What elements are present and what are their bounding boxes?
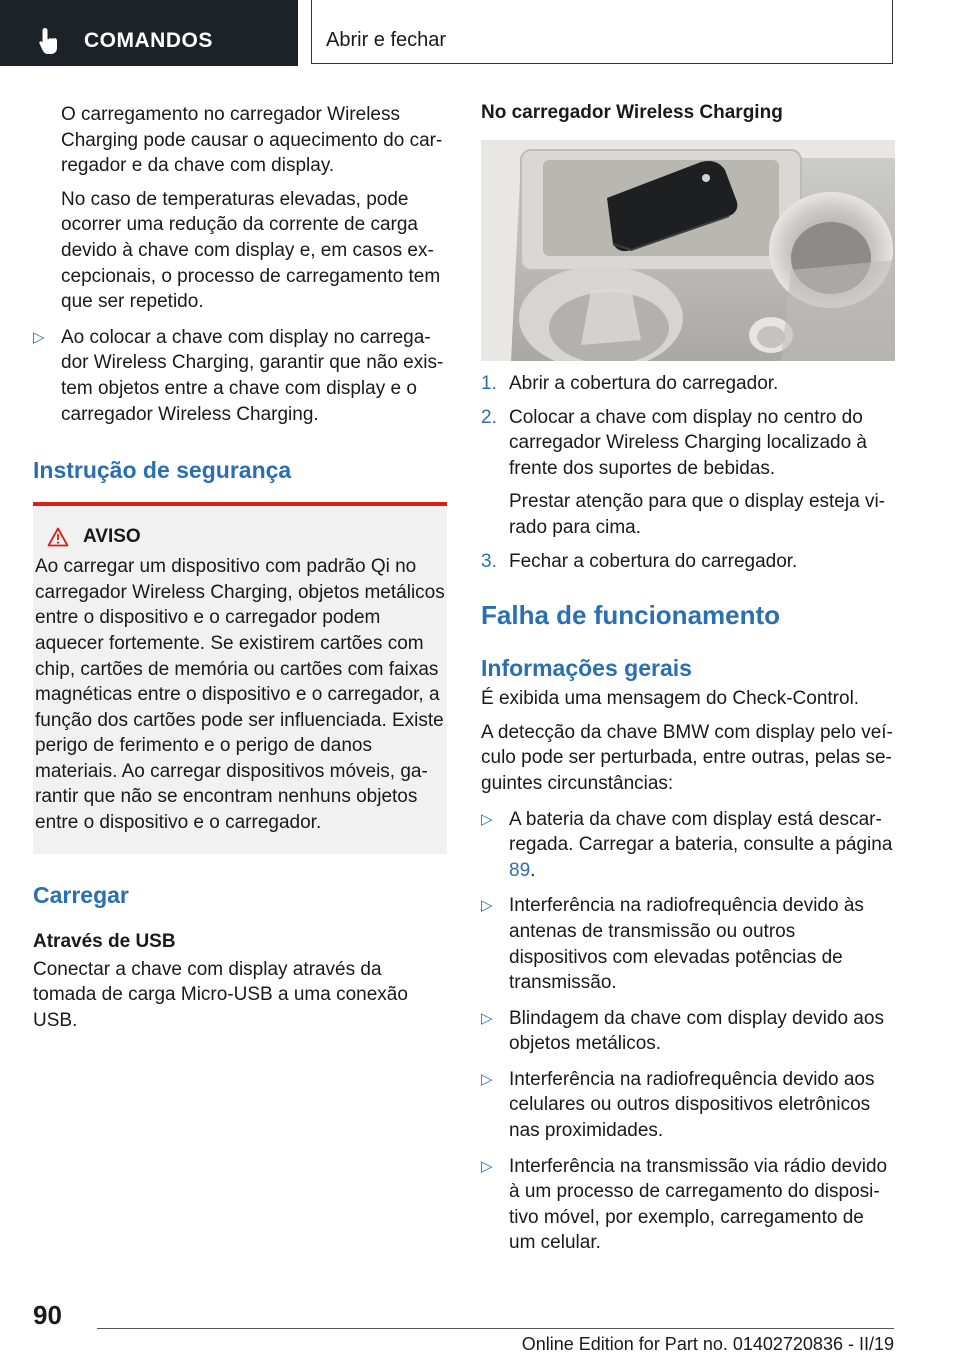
safety-heading: Instrução de segurança [33,457,292,484]
footer-divider [97,1328,894,1329]
step-number: 2. [481,406,497,428]
step-text: Fechar a cobertura do carregador. [509,550,798,572]
usb-paragraph: Conectar a chave com display através da tomada de carga Micro-USB a uma conexão USB. [33,958,408,1031]
triangle-bullet-icon: ▷ [481,1157,493,1175]
warning-box [33,502,447,854]
list-item [481,549,895,575]
wireless-heading: No carregador Wireless Charging [481,102,783,123]
triangle-bullet-icon: ▷ [481,1009,493,1027]
charge-heading: Carregar [33,881,129,908]
list-item [481,405,895,541]
edition-text: Online Edition for Part no. 01402720836 - II/19 [521,1334,894,1354]
list-item [481,893,895,995]
list-item: ▷ A bateria da chave com display está descarregada. Carregar a bateria, consulte a página 89. [481,808,893,881]
step-number: 1. [481,373,497,394]
chapter-title: COMANDOS [84,29,213,52]
left-column [33,102,447,1033]
usb-heading: Através de USB [33,930,176,952]
list-item [481,1067,895,1144]
steps-list [481,371,895,574]
intro-paragraph-2: No caso de temperaturas elevadas, pode ocorrer uma redução da corrente de carga devido à chave com display e, em casos excepcionais, o processo de carregamento tem que ser repetido. [61,188,441,313]
list-item [33,325,447,427]
warning-header [33,526,447,548]
step-text: Colocar a chave com display no centro do carregador Wireless Charging localizado à frente dos suportes de bebidas. [509,406,868,479]
list-item-text: Ao colocar a chave com display no carregador Wireless Charging, garantir que não existem objetos entre a chave com display e o carregador Wireless Charging. [61,326,444,425]
general-info-heading: Informações gerais [481,655,692,682]
warning-text: Ao carregar um dispositivo com padrão Qi no carregador Wireless Charging, objetos metálicos entre o dispositivo e o carregador podem aquecer fortemente. Se existirem cartões com chip, cartões de memória ou cartões com faixas magnéticas entre o dispositivo e o carregador, a função dos cartões pode ser influenciada. Existe perigo de ferimento e o perigo de danos materiais. Ao carregar dispositivos móveis, garantir que não se encontram nenhuns objetos entre o dispositivo e o carregador. [35,556,445,834]
right-column [481,102,895,1256]
triangle-bullet-icon: ▷ [481,897,493,915]
hand-pointer-icon [36,26,66,56]
section-tab[interactable] [311,0,893,64]
step-note: Prestar atenção para que o display esteja virado para cima. [509,491,885,538]
step-number: 3. [481,550,497,572]
triangle-bullet-icon: ▷ [481,1070,493,1088]
right-bullet-list [481,807,895,1257]
list-item-text: Interferência na radiofrequência devido aos celulares ou outros dispositivos eletrônicos nas proximidades. [509,1068,875,1142]
chapter-tab[interactable] [0,0,298,66]
general-paragraph-1: É exibida uma mensagem do Check-Control. [481,688,860,710]
warning-label: AVISO [83,526,141,548]
page-number: 90 [33,1300,62,1330]
list-item-text: Interferência na transmissão via rádio devido à um processo de carregamento do dispositivo móvel, por exemplo, carregamento de um celular. [509,1155,888,1254]
page-header [0,0,960,66]
list-item [481,1154,895,1256]
general-paragraph-2: A detecção da chave BMW com display pelo veículo pode ser perturbada, entre outras, pelas seguintes circunstâncias: [481,721,893,794]
warning-triangle-icon [47,527,69,547]
list-item-text: Interferência na radiofrequência devido às antenas de transmissão ou outros dispositivos com elevadas potências de transmissão. [509,895,864,994]
triangle-bullet-icon: ▷ [33,328,45,346]
list-item-text: A bateria da chave com display está descarregada. Carregar a bateria, consulte a página [509,808,893,856]
page-link[interactable]: 89 [509,859,531,881]
intro-paragraph-1: O carregamento no carregador Wireless Charging pode causar o aquecimento do carregador e da chave com display. [61,104,443,177]
malfunction-heading: Falha de funcionamento [481,600,781,631]
step-text: Abrir a cobertura do carregador. [509,373,779,394]
list-item [481,371,895,397]
list-item-text: Blindagem da chave com display devido aos objetos metálicos. [509,1007,884,1055]
left-bullet-list [33,325,447,427]
wireless-charger-photo [481,140,895,361]
section-title: Abrir e fechar [326,29,447,51]
list-item [481,1006,895,1057]
triangle-bullet-icon: ▷ [481,810,493,828]
